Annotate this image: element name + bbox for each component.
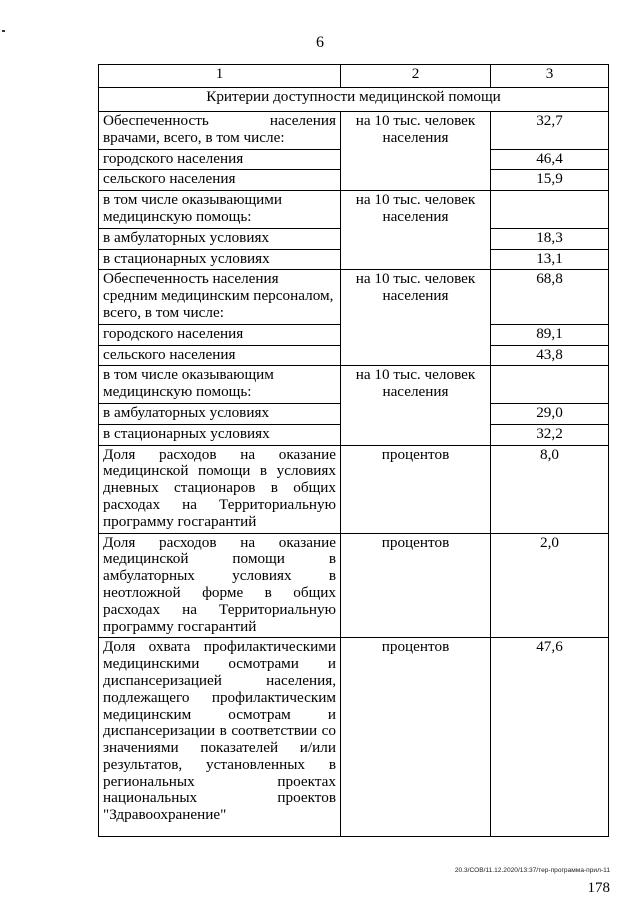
criteria-table bbox=[98, 64, 609, 837]
row-value: 47,6 bbox=[491, 638, 609, 837]
table-row bbox=[99, 270, 609, 324]
row-label: в том числе оказывающими медицинскую помощь: bbox=[99, 191, 341, 229]
scan-mark bbox=[2, 30, 5, 32]
table-row bbox=[99, 445, 609, 533]
row-unit: процентов bbox=[341, 638, 491, 837]
footer-page-number: 178 bbox=[587, 880, 610, 896]
row-label: городского населения bbox=[99, 149, 341, 170]
header-col-2: 2 bbox=[341, 65, 491, 88]
row-value: 13,1 bbox=[491, 249, 609, 270]
row-label: в стационарных условиях bbox=[99, 424, 341, 445]
table-row bbox=[99, 366, 609, 404]
row-label: в стационарных условиях bbox=[99, 249, 341, 270]
row-label: в амбулаторных условиях bbox=[99, 228, 341, 249]
row-unit: на 10 тыс. человек населения bbox=[341, 270, 491, 366]
row-unit: на 10 тыс. человек населения bbox=[341, 366, 491, 445]
row-label: Доля охвата профилактическими медицинскими осмотрами и диспансеризацией населения, подлежащего профилактическим медицинским осмотрам и диспансеризации в соответствии со значениями показателей и/или результатов, установленных в региональных проектах национальных проектов "Здравоохранение" bbox=[99, 638, 341, 837]
row-value: 8,0 bbox=[491, 445, 609, 533]
row-unit: на 10 тыс. человек населения bbox=[341, 112, 491, 191]
row-value: 15,9 bbox=[491, 170, 609, 191]
row-value: 32,7 bbox=[491, 112, 609, 150]
row-value: 2,0 bbox=[491, 533, 609, 638]
row-label: сельского населения bbox=[99, 170, 341, 191]
section-title: Критерии доступности медицинской помощи bbox=[99, 88, 609, 112]
page-number: 6 bbox=[316, 34, 324, 51]
row-label: в амбулаторных условиях bbox=[99, 403, 341, 424]
row-label: Обеспеченность населения средним медицинским персоналом, всего, в том числе: bbox=[99, 270, 341, 324]
row-value: 89,1 bbox=[491, 324, 609, 345]
row-value: 46,4 bbox=[491, 149, 609, 170]
row-value: 18,3 bbox=[491, 228, 609, 249]
header-col-1: 1 bbox=[99, 65, 341, 88]
row-label: в том числе оказывающим медицинскую помощь: bbox=[99, 366, 341, 404]
table-row bbox=[99, 533, 609, 638]
row-value: 29,0 bbox=[491, 403, 609, 424]
row-label: Обеспеченность населения врачами, всего, в том числе: bbox=[99, 112, 341, 150]
row-unit: на 10 тыс. человек населения bbox=[341, 191, 491, 270]
row-value: 68,8 bbox=[491, 270, 609, 324]
row-label: Доля расходов на оказание медицинской помощи в условиях дневных стационаров в общих расходах на Территориальную программу госгарантий bbox=[99, 445, 341, 533]
row-value bbox=[491, 366, 609, 404]
row-value bbox=[491, 191, 609, 229]
row-label: сельского населения bbox=[99, 345, 341, 366]
document-code: 20.3/СОВ/11.12.2020/13:37/тер-программа-прил-11 bbox=[454, 867, 610, 874]
row-value: 43,8 bbox=[491, 345, 609, 366]
header-row bbox=[99, 65, 609, 88]
row-label: городского населения bbox=[99, 324, 341, 345]
section-row bbox=[99, 88, 609, 112]
row-value: 32,2 bbox=[491, 424, 609, 445]
row-label: Доля расходов на оказание медицинской помощи в амбулаторных условиях в неотложной форме в общих расходах на Территориальную программу госгарантий bbox=[99, 533, 341, 638]
row-unit: процентов bbox=[341, 533, 491, 638]
row-unit: процентов bbox=[341, 445, 491, 533]
header-col-3: 3 bbox=[491, 65, 609, 88]
table-row bbox=[99, 191, 609, 229]
table-row bbox=[99, 112, 609, 150]
table-row bbox=[99, 638, 609, 837]
